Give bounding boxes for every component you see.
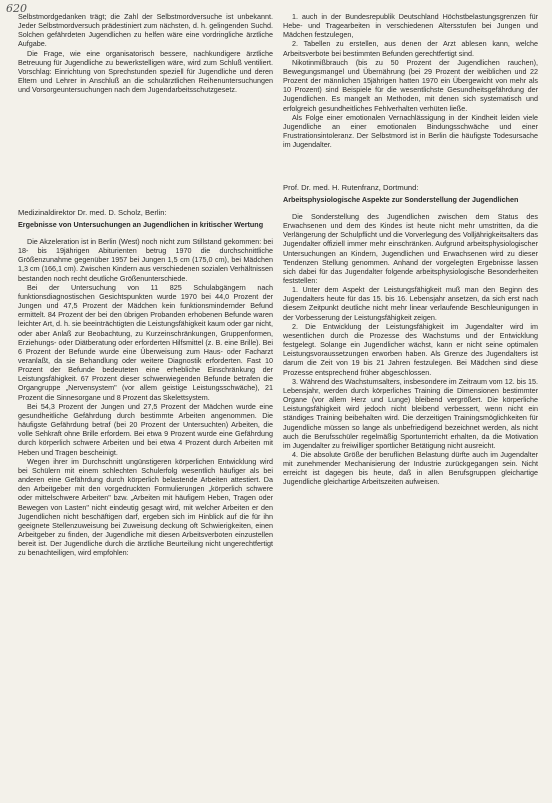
body-paragraph: 1. Unter dem Aspekt der Leistungsfähigkeit muß man den Beginn des Jugendalters heute für das 15. bis 16. Lebensjahr ansetzen, da sich erst nach diesem Zeitpunkt deutliche nicht mehr linear verlaufende Beschleunigungen in der Vorbesserung der Leistungsfähigkeit zeigen. — [283, 285, 538, 322]
spacer — [18, 94, 273, 198]
body-paragraph: 1. auch in der Bundesrepublik Deutschland Höchstbelastungsgrenzen für Hebe- und Tragearbeiten in verschiedenen Altersstufen bei Jungen und Mädchen festzulegen, — [283, 12, 538, 40]
body-paragraph: Nikotinmißbrauch (bis zu 50 Prozent der Jugendlichen rauchen), Bewegungsmangel und Übernährung (bei 29 Prozent der weiblichen und 22 Prozent der männlichen 15jährigen hatten 1970 ein Übergewicht von mehr als 10 Prozent) sind Beispiele für die wesentlichste Gesundheitsgefährdung der Jugendlichen. Es mangelt an Methoden, mit denen sich systematisch und erfolgreich gesundheitliches Fehlverhalten verhüten ließe. — [283, 57, 538, 113]
spacer — [283, 149, 538, 173]
body-paragraph: Die Sonderstellung des Jugendlichen zwischen dem Status des Erwachsenen und dem des Kindes ist heute nicht mehr umstritten, da die Verlängerung der Schulpflicht und die Vorverlegung des Volljährigkeitsalters das Jugendalter offiziell immer mehr einschränken. Aufgrund arbeitsphysiologischer Untersuchungen an Kindern, Jugendlichen und Erwachsenen wird zu dieser Tendenzen Stellung genommen. Anhand der vorgelegten Ergebnisse lassen sich dabei für das Jugendalter folgende arbeitsphysiologische Besonderheiten feststellen: — [283, 211, 538, 285]
body-paragraph: Bei 54,3 Prozent der Jungen und 27,5 Prozent der Mädchen wurde eine gesundheitliche Gefährdung durch bestimmte Arbeiten angenommen. Die häufigste Gefährdung betraf (bei 20 Prozent der Untersuchten) Arbeiten, die volle Sehkraft ohne Brille erfordern. Bei etwa 9 Prozent wurde eine Gefährdung durch körperlich schwere Arbeiten und bei etwa 4 Prozent durch Arbeiten mit Heben und Tragen bescheinigt. — [18, 401, 273, 457]
section-author: Medizinaldirektor Dr. med. D. Scholz, Berlin: — [18, 208, 167, 218]
body-paragraph: Selbstmordgedanken trägt; die Zahl der Selbstmordversuche ist unbekannt. Jeder Selbstmordversuch prädestiniert zum nächsten, d. h. gelingenden Suchd. Solchen gefährdeten Jugendlichen zu helfen wäre eine vordringliche ärztliche Aufgabe. — [18, 12, 273, 49]
body-paragraph: 2. Tabellen zu erstellen, aus denen der Arzt ablesen kann, welche Arbeitsverbote bei bestimmten Befunden gerechtfertigt sind. — [283, 39, 538, 58]
section-title: Arbeitsphysiologische Aspekte zur Sonderstellung der Jugendlichen — [283, 194, 519, 204]
page-number: 620 — [6, 2, 27, 15]
body-paragraph: 2. Die Entwicklung der Leistungsfähigkeit im Jugendalter wird im wesentlichen durch die Prozesse des Wachstums und der Entwicklung festgelegt. Solange ein Jugendlicher wächst, kann er nicht seine optimalen Leistungsvoraussetzungen erworben haben. Als Grenze des Jugendalters ist darum die Zeit von 19 bis 21 Jahren festzulegen. Bei Mädchen sind diese Prozesse entsprechend früher abgeschlossen. — [283, 321, 538, 377]
section-author: Prof. Dr. med. H. Rutenfranz, Dortmund: — [283, 183, 419, 193]
body-paragraph: Wegen ihrer im Durchschnitt ungünstigeren körperlichen Entwicklung wird bei Schülern mit einem schlechten Schulerfolg wesentlich häufiger als bei anderen eine Gefährdung durch körperlich belastende Arbeiten attestiert. Da den Arbeitgeber mit den vorgedruckten Formulierungen „körperlich schwere oder mittelschwere Arbeiten" bzw. „Arbeiten mit häufigem Heben, Tragen oder Bewegen von Lasten" nicht eindeutig gesagt wird, mit welcher Arbeiten er den Jugendlichen nicht beschäftigen darf, ergeben sich im Hinblick auf die für ihn geeignete Stellenzuweisung bei Zuweisung deckung oft Schwierigkeiten, einen Arbeitgeber zu finden, der Jugendliche mit diesen Arbeitsverboten einzustellen bereit ist. Der Jugendliche durch die ärztliche Beurteilung nicht ungerechtfertigt zu benachteiligen, wird empfohlen: — [18, 456, 273, 558]
body-paragraph: Bei der Untersuchung von 11 825 Schulabgängern nach funktionsdiagnostischen Gesichtspunkten wurde 1970 bei 44,0 Prozent der Jungen und 47,5 Prozent der Mädchen kein funktionsmindernder Befund ermittelt. 84 Prozent der bei den übrigen Probanden erhobenen Befunde waren leichter Art, d. h. sie beeinträchtigten die Leistungsfähigkeit kaum oder gar nicht, oder aber Anlaß zur Beobachtung, zu Kurzeinschränkungen, Gruppenformen, Erziehungs- oder Diätberatung oder erforderten Hilfsmittel (z. B. eine Brille). Bei 6 Prozent der Befunde wurde eine Überweisung zum Haus- oder Facharzt veranlaßt, da sie Behandlung oder weitere Diagnostik erforderten. Fast 10 Prozent der Befunde bedeuteten eine erhebliche Einschränkung der Leistungsfähigkeit. 67 Prozent dieser schwerwiegenden Befunde betrafen die Organgruppe „Nervensystem" (vor allem geistige Leistungsschwäche), 21 Prozent die Sinnesorgane und 8 Prozent das Skelettsystem. — [18, 282, 273, 402]
body-paragraph: Als Folge einer emotionalen Vernachlässigung in der Kindheit leiden viele Jugendliche an einer emotionalen Bindungsschwäche und einer Frustrationsintoleranz. Der Selbstmord ist in Berlin die häufigste Todesursache im Jugendalter. — [283, 112, 538, 150]
body-paragraph: 3. Während des Wachstumsalters, insbesondere im Zeitraum vom 12. bis 15. Lebensjahr, werden durch körperliches Training die Dimensionen bestimmter Organe (vor allem Herz und Lunge) bleibend vergrößert. Die körperliche Leistungsfähigkeit wird jedoch nicht bleibend verbessert, wenn nicht ein ständiges Training beibehalten wird. Die derzeitigen Trainingsmöglichkeiten für Jugendliche müssen so lange als unbefriedigend bezeichnet werden, als nicht auch die Berufsschüler regelmäßig Sportunterricht erhalten, da die Motivation im Jugendalter zu freiwilliger sportlicher Betätigung nicht ausreicht. — [283, 376, 538, 450]
body-paragraph: Die Akzeleration ist in Berlin (West) noch nicht zum Stillstand gekommen: bei 18- bis 19jährigen Abiturienten betrug 1970 die durchschnittliche Größenzunahme gegenüber 1957 bei Jungen 1,5 cm (175,0 cm), bei Mädchen 1,3 cm (166,1 cm). Zwischen Kindern aus verschiedenen sozialen Verhältnissen bestanden noch recht deutliche Größenunterschiede. — [18, 236, 273, 283]
body-paragraph: Die Frage, wie eine organisatorisch bessere, nachkundigere ärztliche Betreuung für Jugendliche zu bewerkstelligen wäre, wird zum Schluß ventiliert. Vorschlag: Einrichtung von Sprechstunden speziell für Jugendliche und deren Eltern und Lehrer in Anschluß an die schulärztlichen Reihenuntersuchungen und Vorsorgeuntersuchungen nach dem Jugendarbeitsschutzgesetz. — [18, 48, 273, 95]
left-column — [18, 12, 273, 557]
body-paragraph: 4. Die absolute Größe der beruflichen Belastung dürfte auch im Jugendalter mit zunehmender Mechanisierung der Industrie zurückgegangen sein. Nicht erreicht ist dagegen bis heute, daß in allen Berufsgruppen gleichartige Jugendliche gleichartige Arbeitszeiten aufweisen. — [283, 449, 538, 487]
section-title: Ergebnisse von Untersuchungen an Jugendlichen in kritischer Wertung — [18, 219, 264, 229]
right-column — [283, 12, 538, 487]
